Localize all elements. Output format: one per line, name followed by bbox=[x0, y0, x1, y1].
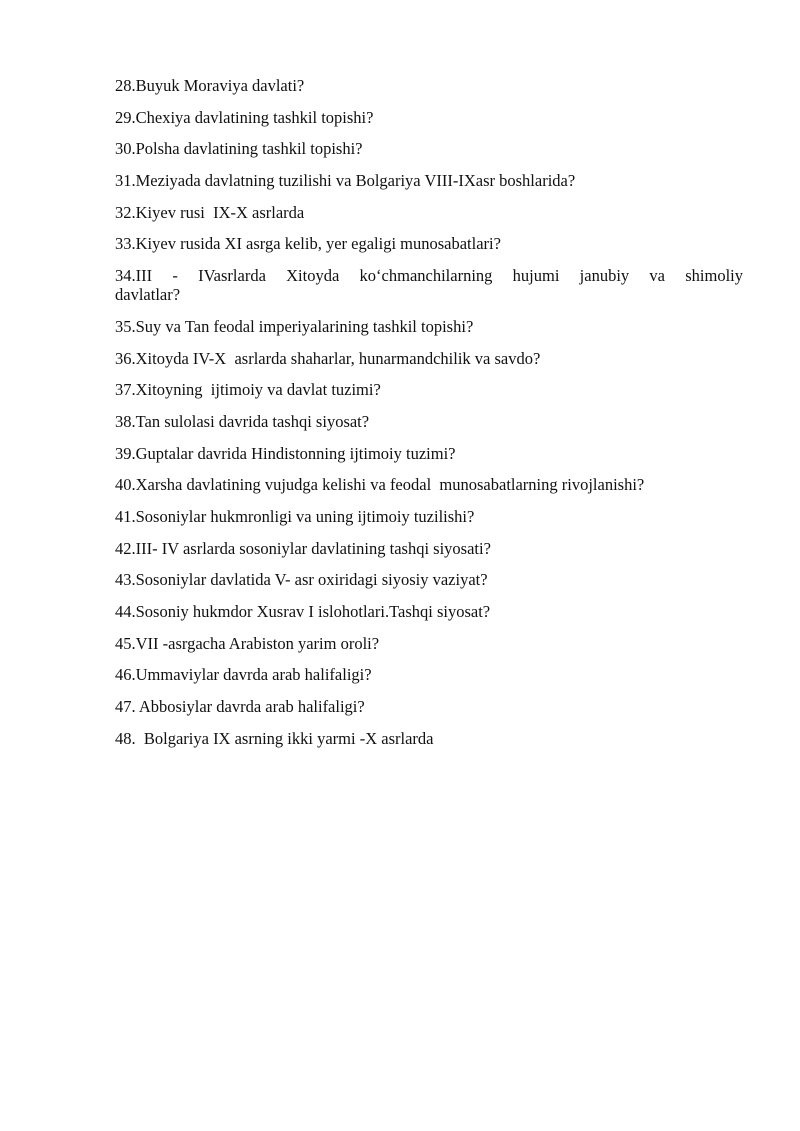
question-33: 33.Kiyev rusida XI asrga kelib, yer egaligi munosabatlari? bbox=[115, 234, 501, 254]
question-36: 36.Xitoyda IV-X asrlarda shaharlar, hunarmandchilik va savdo? bbox=[115, 348, 541, 368]
question-list bbox=[115, 76, 743, 760]
question-48: 48. Bolgariya IX asrning ikki yarmi -X asrlarda bbox=[115, 728, 434, 748]
question-43: 43.Sosoniylar davlatida V- asr oxiridagi siyosiy vaziyat? bbox=[115, 570, 488, 590]
question-28: 28.Buyuk Moraviya davlati? bbox=[115, 76, 305, 95]
question-42: 42.III- IV asrlarda sosoniylar davlatining tashqi siyosati? bbox=[115, 538, 491, 558]
question-40: 40.Xarsha davlatining vujudga kelishi va feodal munosabatlarning rivojlanishi? bbox=[115, 475, 645, 495]
question-39: 39.Guptalar davrida Hindistonning ijtimoiy tuzimi? bbox=[115, 443, 456, 463]
question-30: 30.Polsha davlatining tashkil topishi? bbox=[115, 139, 363, 159]
question-45: 45.VII -asrgacha Arabiston yarim oroli? bbox=[115, 633, 380, 653]
question-34-line-2: davlatlar? bbox=[115, 285, 181, 305]
question-29: 29.Chexiya davlatining tashkil topishi? bbox=[115, 107, 374, 127]
question-35: 35.Suy va Tan feodal imperiyalarining tashkil topishi? bbox=[115, 316, 474, 336]
question-44: 44.Sosoniy hukmdor Xusrav I islohotlari.Tashqi siyosat? bbox=[115, 602, 491, 621]
question-31: 31.Meziyada davlatning tuzilishi va Bolgariya VIII-IXasr boshlarida? bbox=[115, 171, 576, 191]
question-46: 46.Ummaviylar davrda arab halifaligi? bbox=[115, 665, 372, 685]
question-34-line-1: 34.III - IVasrlarda Xitoyda ko‘chmanchilarning hujumi janubiy va shimoliy bbox=[115, 266, 743, 286]
question-38: 38.Tan sulolasi davrida tashqi siyosat? bbox=[115, 411, 370, 431]
question-47: 47. Abbosiylar davrda arab halifaligi? bbox=[115, 697, 365, 717]
question-41: 41.Sosoniylar hukmronligi va uning ijtimoiy tuzilishi? bbox=[115, 506, 475, 526]
question-34 bbox=[115, 266, 743, 304]
question-37: 37.Xitoyning ijtimoiy va davlat tuzimi? bbox=[115, 380, 381, 400]
question-32: 32.Kiyev rusi IX-X asrlarda bbox=[115, 202, 305, 222]
